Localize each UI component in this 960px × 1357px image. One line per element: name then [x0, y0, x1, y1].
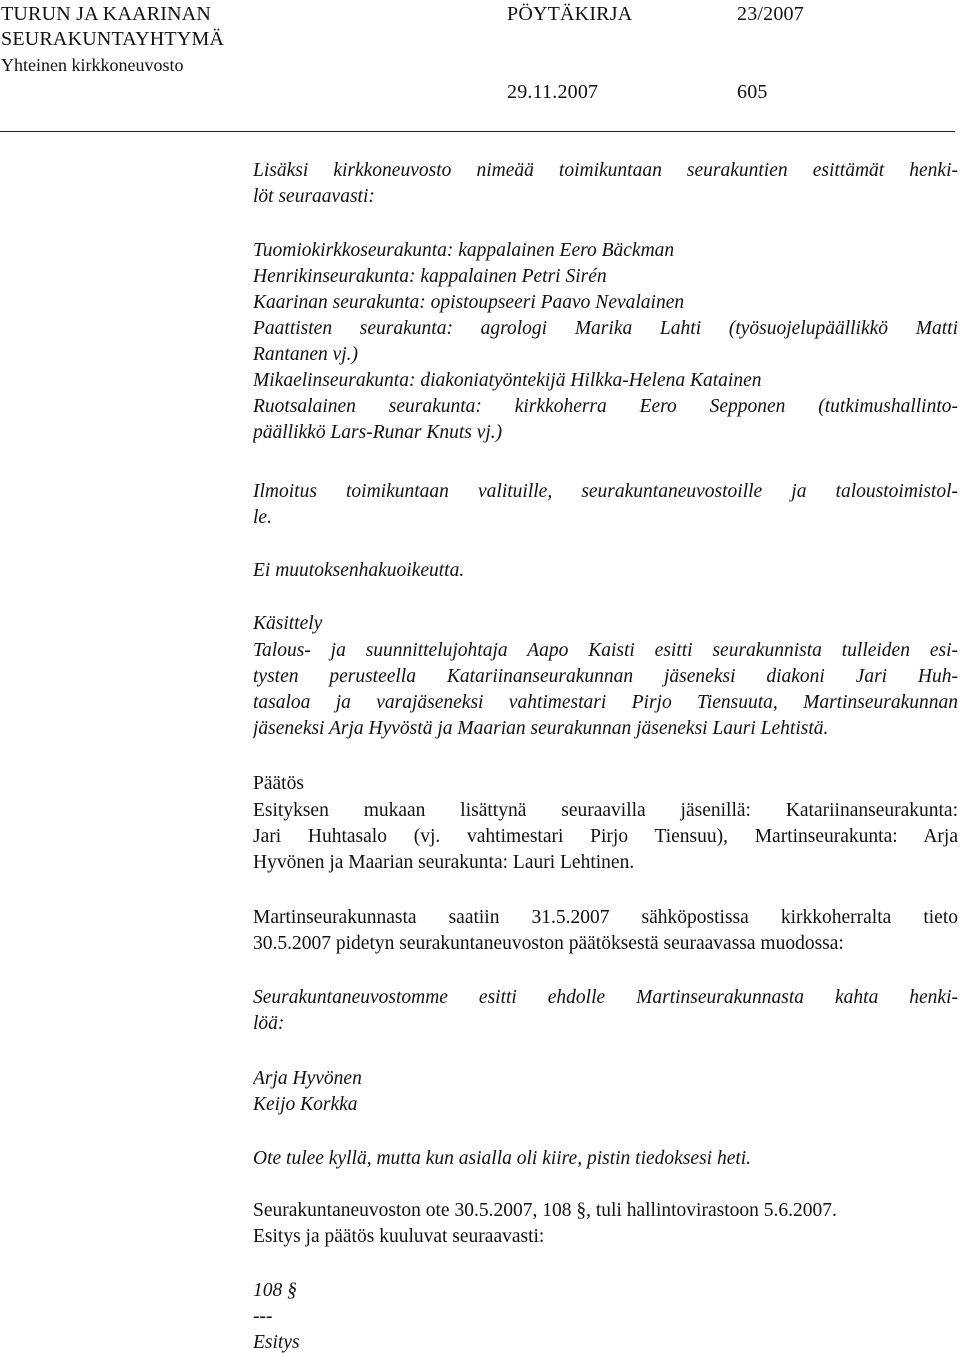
section-label: Esitys	[253, 1332, 300, 1353]
member-entry: Mikaelinseurakunta: diakoniatyöntekijä Hilkka-Helena Katainen	[253, 370, 762, 391]
text-line: Ilmoitus toimikuntaan valituille, seurakuntaneuvostoille ja taloustoimistol-	[253, 481, 958, 502]
members-intro	[253, 158, 958, 210]
text-line: löt seuraavasti:	[253, 186, 375, 207]
text-line: Martinseurakunnasta saatiin 31.5.2007 sähköpostissa kirkkoherralta tieto	[253, 907, 958, 928]
text-line: Esitys ja päätös kuuluvat seuraavasti:	[253, 1226, 545, 1247]
candidate-name: Arja Hyvönen	[253, 1068, 362, 1089]
doc-type: PÖYTÄKIRJA	[507, 3, 633, 25]
text-line: Lisäksi kirkkoneuvosto nimeää toimikuntaan seurakuntien esittämät henki-	[253, 160, 958, 181]
member-entry: Paattisten seurakunta: agrologi Marika Lahti (työsuojelupäällikkö Matti	[253, 318, 958, 339]
excerpt	[253, 1198, 958, 1250]
notice	[253, 479, 958, 531]
text-line: le.	[253, 507, 272, 528]
text-line: jäseneksi Arja Hyvöstä ja Maarian seurakunnan jäseneksi Lauri Lehtistä.	[253, 718, 829, 739]
text-line: löä:	[253, 1013, 285, 1034]
org-name-line3: Yhteinen kirkkoneuvosto	[1, 55, 184, 75]
header-divider	[0, 131, 955, 132]
doc-number: 23/2007	[737, 3, 804, 25]
member-entry: Ruotsalainen seurakunta: kirkkoherra Eero Sepponen (tutkimushallinto-	[253, 396, 958, 417]
org-name-line1: TURUN JA KAARINAN	[1, 3, 212, 25]
page-number: 605	[737, 81, 768, 103]
member-entry: Tuomiokirkkoseurakunta: kappalainen Eero Bäckman	[253, 240, 675, 261]
candidate-list	[253, 1066, 958, 1118]
member-entry: Rantanen vj.)	[253, 344, 359, 365]
paatos-text	[253, 798, 958, 876]
members-list	[253, 238, 958, 446]
kasittely-text	[253, 638, 958, 742]
text-line: Seurakuntaneuvoston ote 30.5.2007, 108 §, tuli hallintovirastoon 5.6.2007.	[253, 1200, 837, 1221]
text-line: Seurakuntaneuvostomme esitti ehdolle Martinseurakunnasta kahta henki-	[253, 987, 958, 1008]
candidate-name: Keijo Korkka	[253, 1094, 358, 1115]
text-line: Esityksen mukaan lisättynä seuraavilla jäsenillä: Katariinanseurakunta:	[253, 800, 958, 821]
org-name-line2: SEURAKUNTAYHTYMÄ	[1, 28, 225, 50]
doc-date: 29.11.2007	[507, 81, 599, 103]
quote-intro	[253, 985, 958, 1037]
kasittely-heading: Käsittely	[253, 613, 323, 634]
paatos-heading: Päätös	[253, 773, 304, 794]
martin-info	[253, 905, 958, 957]
section-block	[253, 1278, 958, 1356]
member-entry: Kaarinan seurakunta: opistoupseeri Paavo Nevalainen	[253, 292, 685, 313]
member-entry: päällikkö Lars-Runar Knuts vj.)	[253, 422, 503, 443]
section-separator: ---	[253, 1306, 273, 1327]
member-entry: Henrikinseurakunta: kappalainen Petri Sirén	[253, 266, 607, 287]
text-line: Hyvönen ja Maarian seurakunta: Lauri Lehtinen.	[253, 852, 635, 873]
quote-note: Ote tulee kyllä, mutta kun asialla oli kiire, pistin tiedoksesi heti.	[253, 1148, 752, 1169]
appeal-note: Ei muutoksenhakuoikeutta.	[253, 560, 465, 581]
text-line: Jari Huhtasalo (vj. vahtimestari Pirjo Tiensuu), Martinseurakunta: Arja	[253, 826, 958, 847]
text-line: tysten perusteella Katariinanseurakunnan jäseneksi diakoni Jari Huh-	[253, 666, 958, 687]
text-line: 30.5.2007 pidetyn seurakuntaneuvoston päätöksestä seuraavassa muodossa:	[253, 933, 844, 954]
text-line: tasaloa ja varajäseneksi vahtimestari Pirjo Tiensuuta, Martinseurakunnan	[253, 692, 958, 713]
text-line: Talous- ja suunnittelujohtaja Aapo Kaisti esitti seurakunnista tulleiden esi-	[253, 640, 958, 661]
section-number: 108 §	[253, 1280, 297, 1301]
